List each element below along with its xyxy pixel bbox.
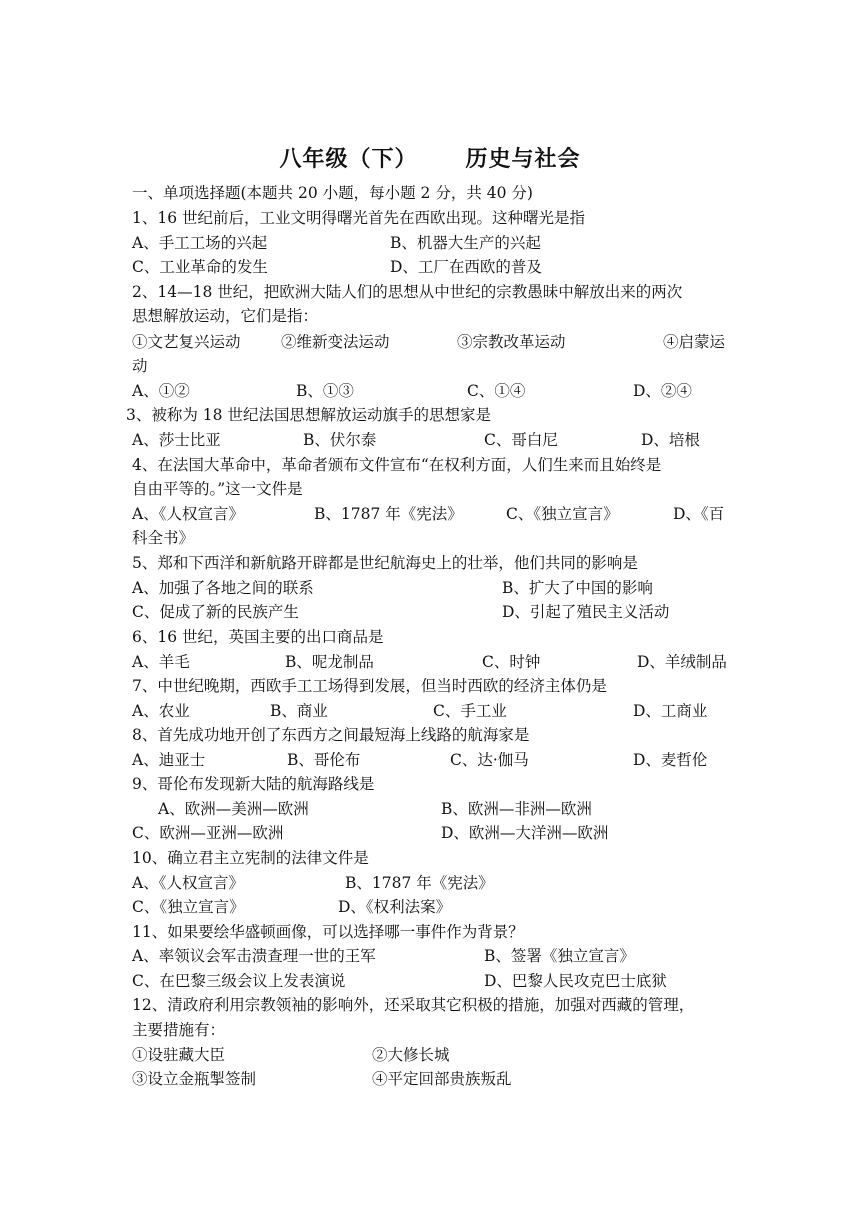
q2-item-1: ①文艺复兴运动 xyxy=(132,333,241,351)
title-subject: 历史与社会 xyxy=(465,146,581,172)
title-grade: 八年级（下） xyxy=(279,146,418,172)
q12-item-3: ③设立金瓶掣签制 xyxy=(132,1070,257,1088)
q11-option-a: A、率领议会军击溃查理一世的王军 xyxy=(132,947,376,965)
q4-option-d: D、《百 xyxy=(673,505,725,523)
q5-option-c: C、促成了新的民族产生 xyxy=(132,603,299,621)
q4-option-a: A、《人权宣言》 xyxy=(132,505,244,523)
q3-stem: 3、被称为 18 世纪法国思想解放运动旗手的思想家是 xyxy=(126,406,491,424)
q2-item-3: ③宗教改革运动 xyxy=(457,333,566,351)
q9-option-a: A、欧洲—美洲—欧洲 xyxy=(158,800,309,818)
q10-option-d: D、《权利法案》 xyxy=(338,898,452,916)
q2-stem-line2: 思想解放运动，它们是指： xyxy=(132,307,319,325)
q2-item-4-wrap: 动 xyxy=(132,357,148,375)
q3-option-a: A、莎士比亚 xyxy=(132,431,221,449)
q8-option-d: D、麦哲伦 xyxy=(633,751,708,769)
q7-option-a: A、农业 xyxy=(132,702,190,720)
q5-option-d: D、引起了殖民主义活动 xyxy=(502,603,670,621)
q12-item-1: ①设驻藏大臣 xyxy=(132,1046,226,1064)
q8-option-c: C、达·伽马 xyxy=(450,751,529,769)
q1-option-a: A、手工工场的兴起 xyxy=(132,234,268,252)
q8-option-b: B、哥伦布 xyxy=(287,751,361,769)
q2-option-d: D、②④ xyxy=(633,382,692,400)
q5-option-a: A、加强了各地之间的联系 xyxy=(132,579,314,597)
q9-stem: 9、哥伦布发现新大陆的航海路线是 xyxy=(132,775,375,793)
q8-stem: 8、首先成功地开创了东西方之间最短海上线路的航海家是 xyxy=(132,726,530,744)
q9-option-b: B、欧洲—非洲—欧洲 xyxy=(441,800,592,818)
q4-option-d-wrap: 科全书》 xyxy=(132,529,195,547)
q9-option-c: C、欧洲—亚洲—欧洲 xyxy=(132,824,284,842)
q9-option-d: D、欧洲—大洋洲—欧洲 xyxy=(441,824,609,842)
q2-option-c: C、①④ xyxy=(467,382,526,400)
q11-option-c: C、在巴黎三级会议上发表演说 xyxy=(132,972,346,990)
q7-option-d: D、工商业 xyxy=(633,702,708,720)
q12-stem-line1: 12、清政府利用宗教领袖的影响外，还采取其它积极的措施，加强对西藏的管理， xyxy=(132,996,695,1014)
q6-stem: 6、16 世纪，英国主要的出口商品是 xyxy=(132,628,384,646)
q6-option-c: C、时钟 xyxy=(482,653,541,671)
q10-option-b: B、1787 年《宪法》 xyxy=(345,874,494,892)
q2-stem-line1: 2、14—18 世纪，把欧洲大陆人们的思想从中世纪的宗教愚昧中解放出来的两次 xyxy=(132,283,683,301)
page-title xyxy=(0,142,860,173)
q5-stem: 5、郑和下西洋和新航路开辟都是世纪航海史上的壮举，他们共同的影响是 xyxy=(132,554,638,572)
q3-option-c: C、哥白尼 xyxy=(484,431,558,449)
q6-option-a: A、羊毛 xyxy=(132,653,190,671)
q4-option-b: B、1787 年《宪法》 xyxy=(314,505,463,523)
q4-option-c: C、《独立宣言》 xyxy=(506,505,619,523)
q3-option-d: D、培根 xyxy=(641,431,700,449)
q12-item-2: ②大修长城 xyxy=(372,1046,450,1064)
q1-stem: 1、16 世纪前后，工业文明得曙光首先在西欧出现。这种曙光是指 xyxy=(132,209,586,227)
q1-option-b: B、机器大生产的兴起 xyxy=(390,234,541,252)
q10-option-a: A、《人权宣言》 xyxy=(132,874,244,892)
q1-option-c: C、工业革命的发生 xyxy=(132,258,268,276)
q4-stem-line2: 自由平等的。”这一文件是 xyxy=(132,480,303,498)
q2-option-b: B、①③ xyxy=(296,382,354,400)
q11-option-b: B、签署《独立宣言》 xyxy=(484,947,635,965)
q10-option-c: C、《独立宣言》 xyxy=(132,898,245,916)
q7-stem: 7、中世纪晚期，西欧手工工场得到发展，但当时西欧的经济主体仍是 xyxy=(132,677,607,695)
q12-stem-line2: 主要措施有： xyxy=(132,1021,226,1039)
q7-option-b: B、商业 xyxy=(270,702,328,720)
q2-item-2: ②维新变法运动 xyxy=(281,333,390,351)
q11-stem: 11、如果要绘华盛顿画像，可以选择哪一事件作为背景？ xyxy=(132,923,524,941)
q6-option-d: D、羊绒制品 xyxy=(637,653,727,671)
q4-stem-line1: 4、在法国大革命中，革命者颁布文件宣布“在权利方面，人们生来而且始终是 xyxy=(132,456,662,474)
q7-option-c: C、手工业 xyxy=(433,702,507,720)
section-heading: 一、单项选择题(本题共 20 小题，每小题 2 分，共 40 分) xyxy=(132,184,533,202)
q6-option-b: B、呢龙制品 xyxy=(285,653,374,671)
q11-option-d: D、巴黎人民攻克巴士底狱 xyxy=(484,972,667,990)
q3-option-b: B、伏尔泰 xyxy=(303,431,377,449)
q1-option-d: D、工厂在西欧的普及 xyxy=(390,258,542,276)
q2-item-4: ④启蒙运 xyxy=(663,333,726,351)
q5-option-b: B、扩大了中国的影响 xyxy=(502,579,653,597)
q12-item-4: ④平定回部贵族叛乱 xyxy=(372,1070,512,1088)
q8-option-a: A、迪亚士 xyxy=(132,751,206,769)
q2-option-a: A、①② xyxy=(132,382,190,400)
q10-stem: 10、确立君主立宪制的法律文件是 xyxy=(132,849,369,867)
